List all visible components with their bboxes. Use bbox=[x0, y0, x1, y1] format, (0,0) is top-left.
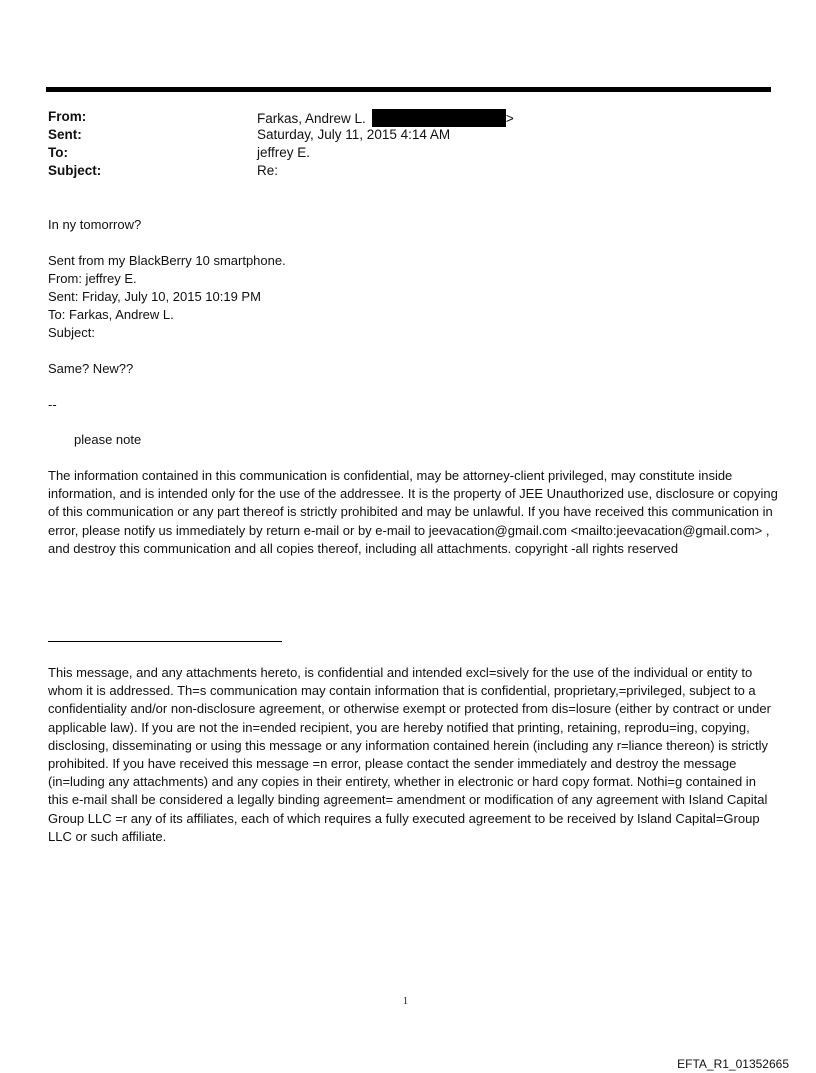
subject-label: Subject: bbox=[48, 163, 102, 178]
signature-separator: -- bbox=[48, 397, 57, 412]
body-line-question: In ny tomorrow? bbox=[48, 217, 142, 232]
subject-value: Re: bbox=[257, 163, 279, 178]
from-label: From: bbox=[48, 109, 87, 124]
quoted-body: Same? New?? bbox=[48, 361, 134, 376]
disclaimer-divider bbox=[48, 641, 282, 642]
body-line-sent-from: Sent from my BlackBerry 10 smartphone. bbox=[48, 253, 286, 268]
quoted-to: To: Farkas, Andrew L. bbox=[48, 307, 174, 322]
page-number: 1 bbox=[403, 996, 408, 1007]
legal-disclaimer: This message, and any attachments hereto, is confidential and intended excl=sively for the use of the individual or entity to whom it is addressed. Th=s communication may contain information that is confidential, proprietary,=privileged, subject to a confidentiality and/or non-disclosure agreement, or otherwise exempt or protected from dis=losure (either by contract or under applicable law). If you are not the in=ended recipient, you are hereby notified that printing, retaining, reprodu=ing, copying, disclosing, disseminating or using this message or any information contained herein (including any r=liance thereon) is strictly prohibited. If you have received this message =n error, please contact the sender immediately and destroy the message (in=luding any attachments) and any copies in their entirety, whether in electronic or hard copy format. Nothi=g contained in this e-mail shall be considered a legally binding agreement= amendment or modification of any agreement with Island Capital Group LLC =r any of its affiliates, each of which requires a fully executed agreement to be received by Island Capital=Group LLC or such affiliate. bbox=[48, 665, 771, 844]
redaction-box bbox=[372, 109, 506, 127]
confidentiality-notice: The information contained in this communication is confidential, may be attorney-client privileged, may constitute inside information, and is intended only for the use of the addressee. It is the property of JEE Unauthorized use, disclosure or copying of this communication or any part thereof is strictly prohibited and may be unlawful. If you have received this communication in error, please notify us immediately by return e-mail or by e-mail to jeevacation@gmail.com <mailto:jeevacation@gmail.com> , and destroy this communication and all copies thereof, including all attachments. copyright -all rights reserved bbox=[48, 468, 778, 556]
sent-value: Saturday, July 11, 2015 4:14 AM bbox=[257, 127, 451, 142]
bates-number: EFTA_R1_01352665 bbox=[677, 1057, 789, 1071]
please-note: please note bbox=[74, 432, 142, 447]
sent-label: Sent: bbox=[48, 127, 82, 142]
from-value bbox=[257, 109, 514, 127]
quoted-sent: Sent: Friday, July 10, 2015 10:19 PM bbox=[48, 289, 261, 304]
top-divider bbox=[46, 87, 771, 92]
quoted-from: From: jeffrey E. bbox=[48, 271, 137, 286]
quoted-subject: Subject: bbox=[48, 325, 95, 340]
to-label: To: bbox=[48, 145, 68, 160]
from-trailing: > bbox=[505, 111, 514, 126]
to-value: jeffrey E. bbox=[257, 145, 311, 160]
from-name: Farkas, Andrew L. bbox=[257, 111, 366, 126]
